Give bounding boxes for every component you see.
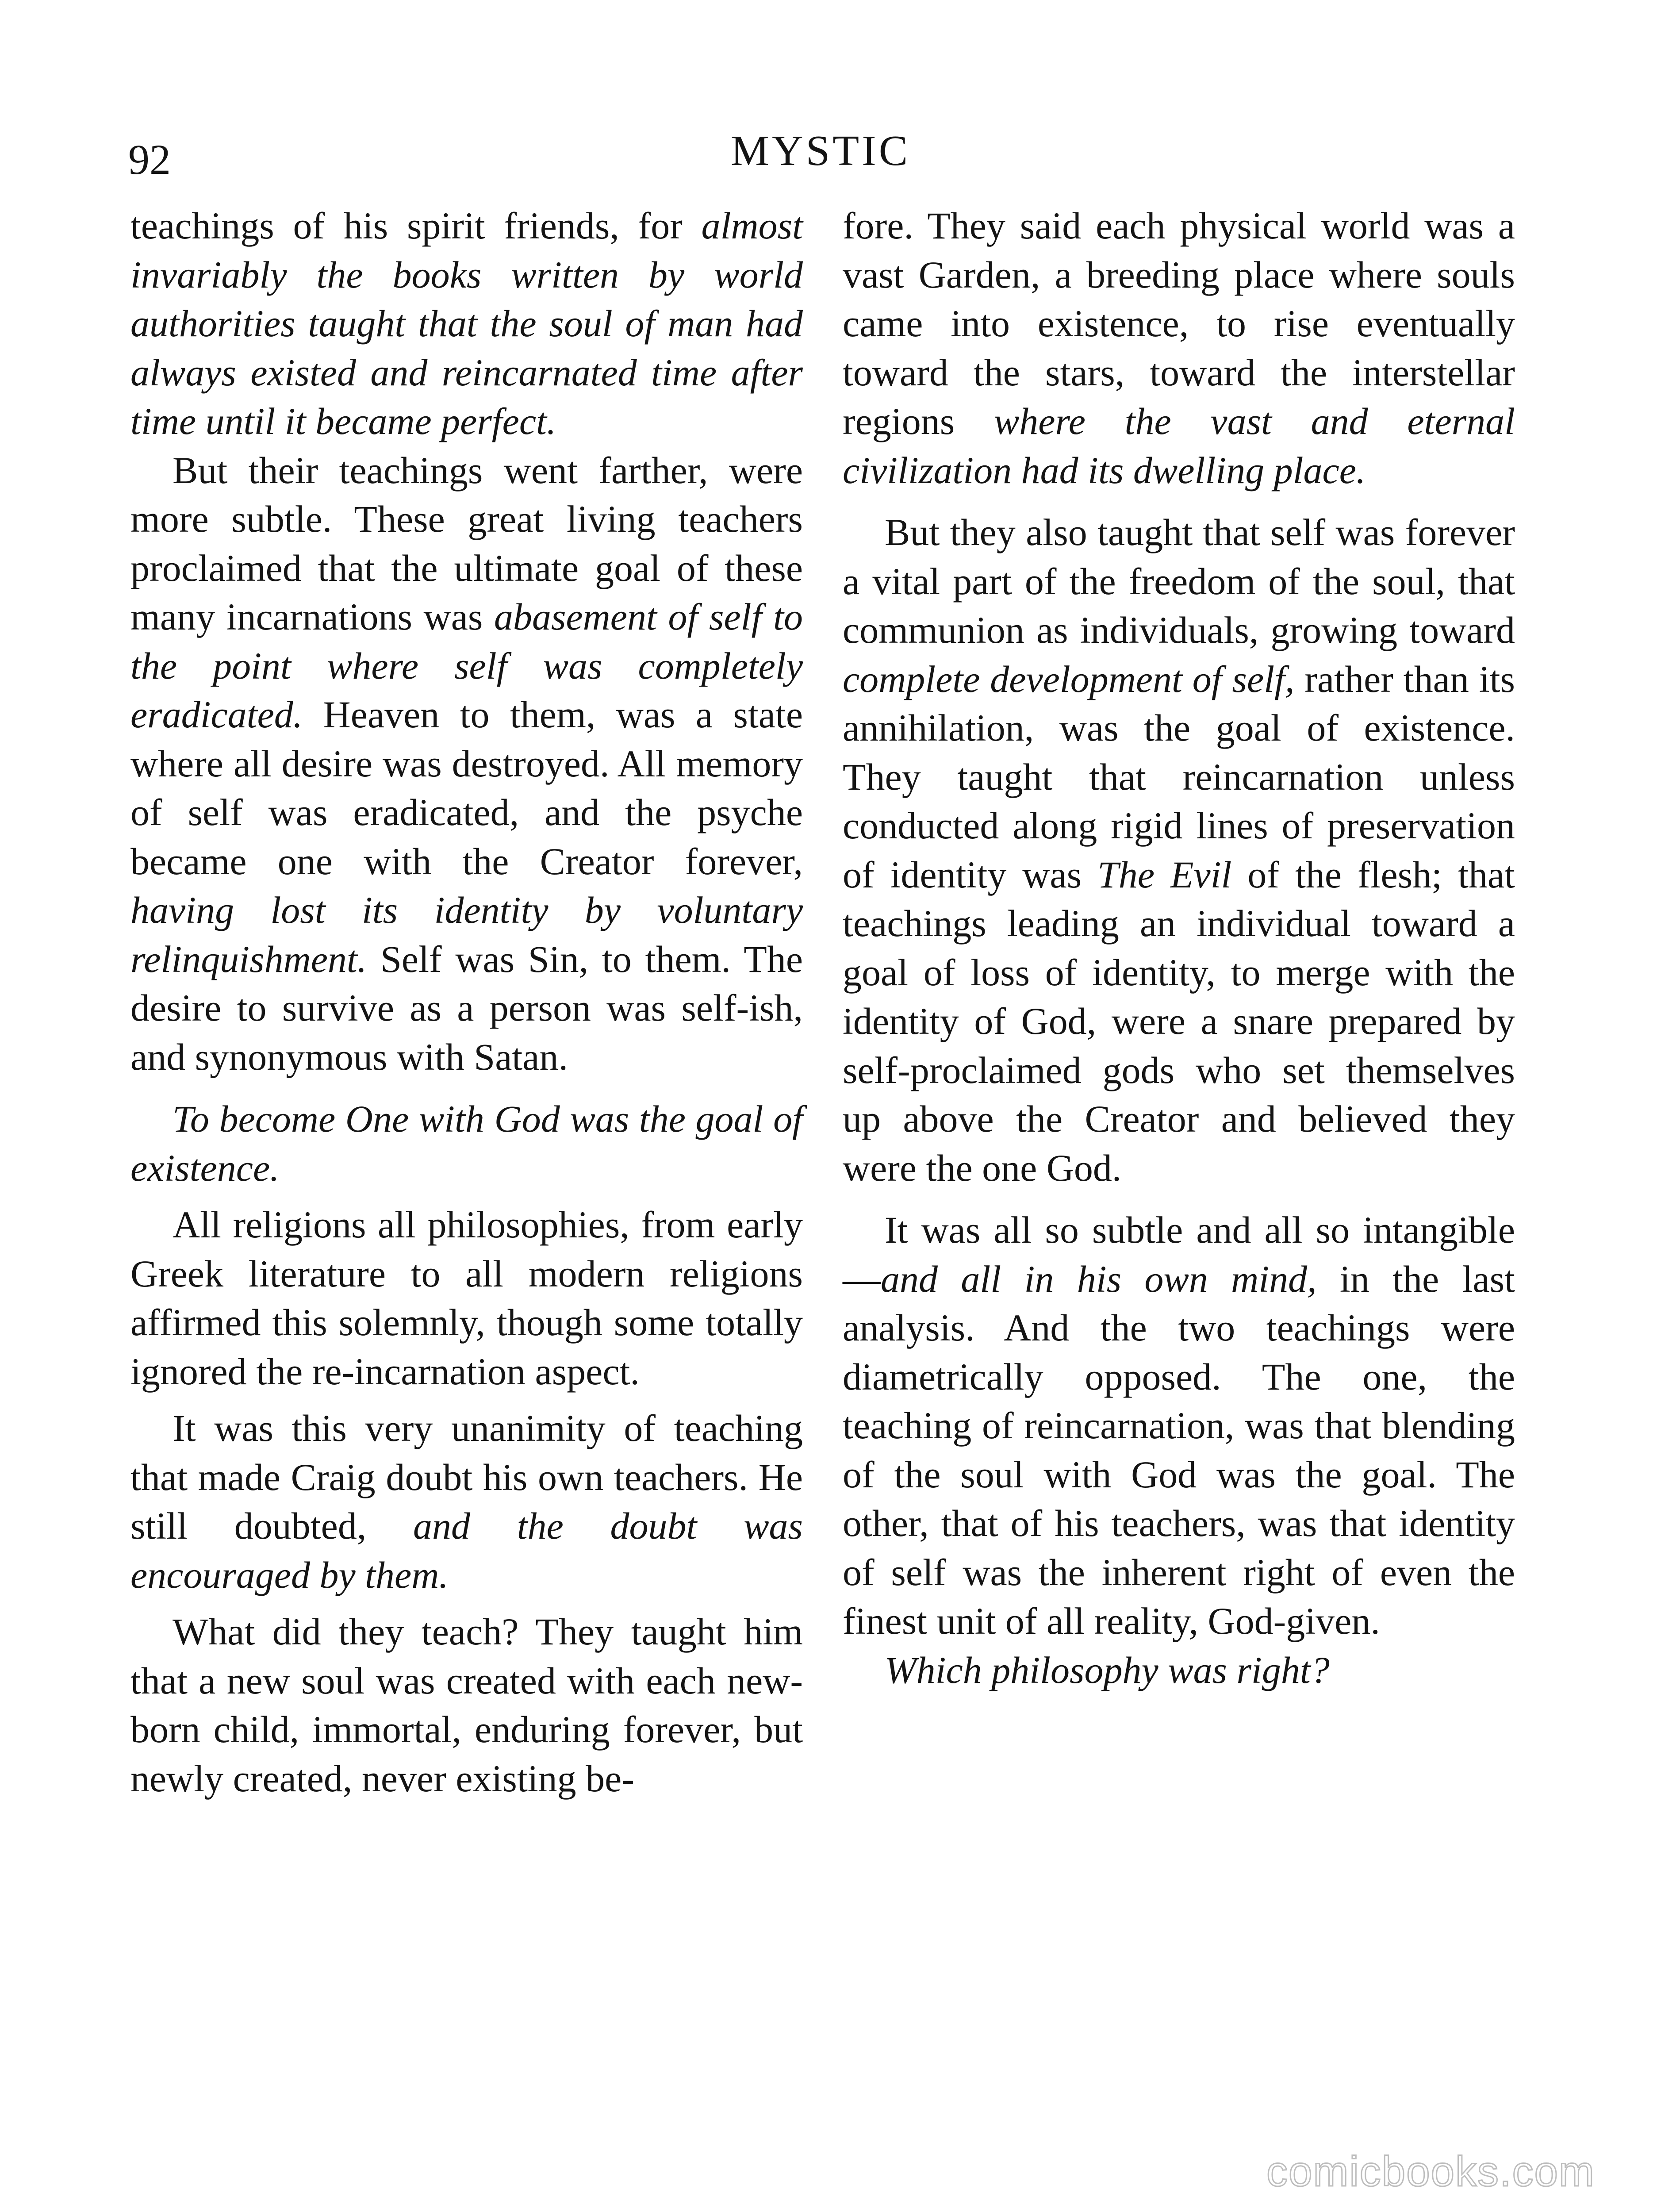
paragraph-text: of the flesh; that teachings leading an individual toward a goal of loss of identity, to merge with the identity of God, were a snare prepared by self-proclaimed gods who set themselves up above the Creator and believed they were the one God. (843, 853, 1515, 1189)
paragraph-text: Heaven to them, was a state where all desire was destroyed. All memory of self was eradicated, and the psyche became one with the Creator forever, (130, 693, 803, 883)
paragraph-text: Self was Sin, to them. The desire to survive as a person was self-ish, and synonymous with Satan. (130, 937, 803, 1078)
paragraph (130, 1200, 803, 1396)
paragraph-text: What did they teach? They taught him that a new soul was created with each new-born child, immortal, enduring forever, but newly created, never existing be- (130, 1610, 803, 1800)
paragraph-text: teachings of his spirit friends, for (130, 204, 702, 247)
paragraph-emphasis: almost invariably the books written by world authorities taught that the soul of man had always existed and reincarnated time after time until it became perfect. (130, 204, 803, 442)
paragraph (843, 508, 1515, 1192)
page-header (128, 126, 1513, 192)
paragraph (843, 1206, 1515, 1646)
paragraph-text: But their teachings went farther, were more subtle. These great living teachers proclaimed that the ultimate goal of these many incarnations was (130, 449, 803, 638)
paragraph-emphasis: The Evil (1097, 853, 1232, 896)
paragraph (130, 201, 803, 446)
paragraph-emphasis: having lost its identity by voluntary relinquishment. (130, 889, 803, 980)
text-columns (128, 201, 1513, 2095)
paragraph (130, 1404, 803, 1599)
paragraph (843, 1646, 1515, 1695)
paragraph (130, 446, 803, 1082)
page-number: 92 (128, 136, 171, 183)
paragraph-emphasis: where the vast and eternal civilization had its dwelling place. (843, 400, 1515, 492)
paragraph-text: in the last analysis. And the two teachings were diametrically opposed. The one, the teaching of reincarnation, was that blending of the soul with God was the goal. The other, that of his teachers, was that identity of self was the inherent right of even the finest unit of all reality, God-given. (843, 1257, 1515, 1642)
right-column (843, 201, 1515, 1694)
paragraph (130, 1094, 803, 1192)
running-title: MYSTIC (730, 127, 911, 175)
paragraph-emphasis: abasement of self to the point where self was completely eradicated. (130, 595, 803, 736)
watermark: comicbooks.com (1266, 2148, 1595, 2195)
paragraph-text: But they also taught that self was forever a vital part of the freedom of the soul, that communion as individuals, growing toward (843, 511, 1515, 651)
paragraph-emphasis: To become One with God was the goal of existence. (130, 1098, 803, 1189)
paragraph-emphasis: and the doubt was encouraged by them. (130, 1505, 803, 1596)
paragraph-text: fore. They said each physical world was a vast Garden, a breeding place where souls came into existence, to rise eventually toward the stars, toward the interstellar regions (843, 204, 1515, 442)
left-column (130, 201, 803, 1803)
paragraph-text: It was this very unanimity of teaching that made Craig doubt his own teachers. He still doubted, (130, 1407, 803, 1547)
paragraph (130, 1607, 803, 1803)
paragraph (843, 201, 1515, 495)
paragraph-text: It was all so subtle and all so intangible— (843, 1209, 1515, 1300)
paragraph-text: All religions all philosophies, from early Greek literature to all modern religions affirmed this solemnly, though some totally ignored the re-incarnation aspect. (130, 1203, 803, 1393)
paragraph-emphasis: and all in his own mind, (881, 1257, 1317, 1300)
paragraph-text: rather than its annihilation, was the goal of existence. They taught that reincarnation unless conducted along rigid lines of preservation of identity was (843, 657, 1515, 896)
paragraph-emphasis: Which philosophy was right? (885, 1648, 1330, 1691)
paragraph-emphasis: complete development of self, (843, 657, 1295, 700)
